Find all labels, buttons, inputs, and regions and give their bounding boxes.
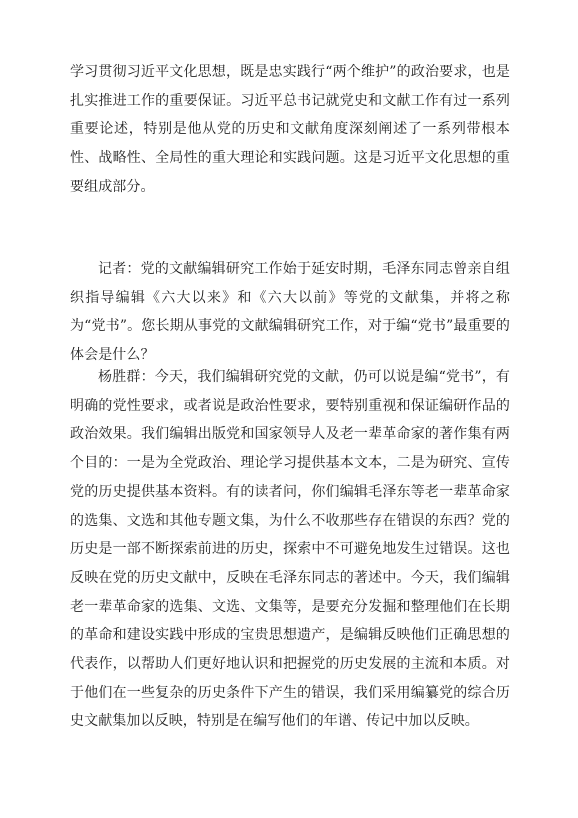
paragraph-1: 学习贯彻习近平文化思想，既是忠实践行“两个维护”的政治要求，也是扎实推进工作的重要保证。习近平总书记就党史和文献工作有过一系列重要论述，特别是他从党的历史和文献角度深刻阐述了一系列带根本性、战略性、全局性的重大理论和实践问题。这是习近平文化思想的重要组成部分。 <box>70 64 510 195</box>
paragraph-2-question: 记者：党的文献编辑研究工作始于延安时期，毛泽东同志曾亲自组织指导编辑《六大以来》和《六大以前》等党的文献集，并将之称为“党书”。您长期从事党的文献编辑研究工作，对于编“党书”最重要的体会是什么？ <box>70 261 510 364</box>
paragraph-3-answer: 杨胜群：今天，我们编辑研究党的文献，仍可以说是编“党书”，有明确的党性要求，或者说是政治性要求，要特别重视和保证编研作品的政治效果。我们编辑出版党和国家领导人及老一辈革命家的著作集有两个目的：一是为全党政治、理论学习提供基本文本，二是为研究、宣传党的历史提供基本资料。有的读者问，你们编辑毛泽东等老一辈革命家的选集、文选和其他专题文集，为什么不收那些存在错误的东西？党的历史是一部不断探索前进的历史，探索中不可避免地发生过错误。这也反映在党的历史文献中，反映在毛泽东同志的著述中。今天，我们编辑老一辈革命家的选集、文选、文集等，是要充分发掘和整理他们在长期的革命和建设实践中形成的宝贵思想遗产，是编辑反映他们正确思想的代表作，以帮助人们更好地认识和把握党的历史发展的主流和本质。对于他们在一些复杂的历史条件下产生的错误，我们采用编纂党的综合历史文献集加以反映，特别是在编写他们的年谱、传记中加以反映。 <box>70 369 510 730</box>
